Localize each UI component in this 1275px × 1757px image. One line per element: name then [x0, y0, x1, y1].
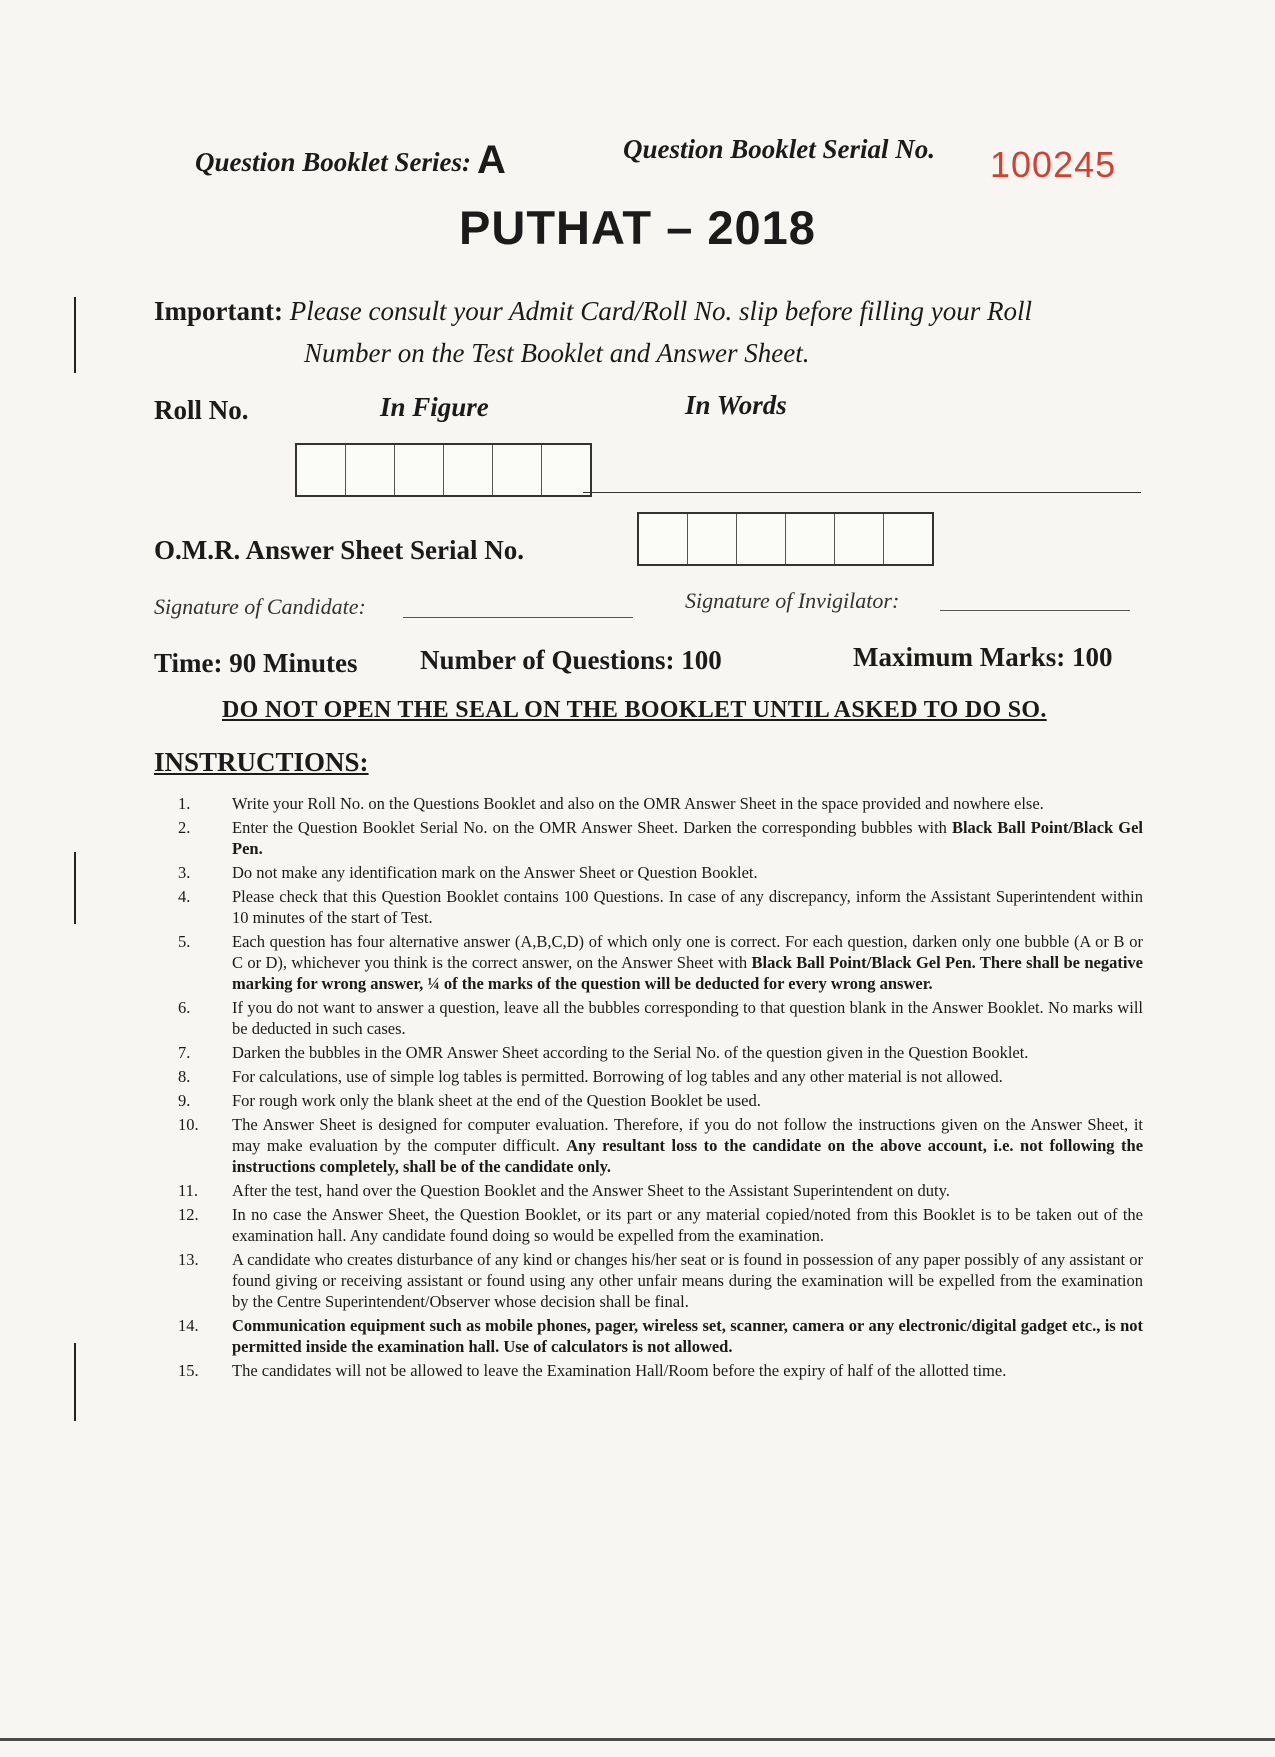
omr-digit-box[interactable]: [835, 514, 884, 564]
instruction-item: 9. For rough work only the blank sheet at the end of the Question Booklet be used.: [178, 1091, 761, 1110]
instruction-item: 12. In no case the Answer Sheet, the Question Booklet, or its part or any material copied/noted from this Booklet is to be taken out of the examination hall. Any candidate found doing so would be expelled from the examination.: [178, 1205, 1143, 1245]
roll-digit-box[interactable]: [346, 445, 395, 495]
omr-digit-box[interactable]: [737, 514, 786, 564]
instruction-item: 2. Enter the Question Booklet Serial No. on the OMR Answer Sheet. Darken the corresponding bubbles with Black Ball Point/Black Gel Pen.: [178, 818, 1143, 858]
maximum-marks: Maximum Marks: 100: [853, 642, 1113, 672]
candidate-signature-label: Signature of Candidate:: [154, 594, 366, 619]
instruction-item: 5. Each question has four alternative answer (A,B,C,D) of which only one is correct. For each question, darken only one bubble (A or B or C or D), whichever you think is the correct answer, on the Answer Sheet with Black Ball Point/Black Gel Pen. There shall be negative marking for wrong answer, ¼ of the marks of the question will be deducted for every wrong answer.: [178, 932, 1143, 993]
booklet-series: [195, 138, 506, 183]
instruction-item: 4. Please check that this Question Booklet contains 100 Questions. In case of any discrepancy, inform the Assistant Superintendent within 10 minutes of the start of Test.: [178, 887, 1143, 927]
instructions-list: [178, 793, 1143, 1384]
candidate-signature-field[interactable]: [403, 617, 633, 618]
margin-mark: [74, 297, 76, 373]
in-words-label: In Words: [685, 390, 787, 420]
instruction-item: 6. If you do not want to answer a question, leave all the bubbles corresponding to that question blank in the Answer Booklet. No marks will be deducted in such cases.: [178, 998, 1143, 1038]
roll-no-figure-boxes[interactable]: [295, 443, 592, 497]
instruction-item: 1. Write your Roll No. on the Questions Booklet and also on the OMR Answer Sheet in the space provided and nowhere else.: [178, 794, 1044, 813]
invigilator-signature-field[interactable]: [940, 610, 1130, 611]
roll-digit-box[interactable]: [395, 445, 444, 495]
roll-digit-box[interactable]: [542, 445, 590, 495]
invigilator-signature-label: Signature of Invigilator:: [685, 588, 900, 613]
omr-digit-box[interactable]: [639, 514, 688, 564]
instruction-item: 13. A candidate who creates disturbance of any kind or changes his/her seat or is found in possession of any paper possibly of any assistant or found giving or receiving assistant or found using any other unfair means during the examination will be expelled from the examination by the Centre Superintendent/Observer whose decision shall be final.: [178, 1250, 1143, 1311]
seal-warning: DO NOT OPEN THE SEAL ON THE BOOKLET UNTIL ASKED TO DO SO.: [222, 697, 1047, 723]
omr-serial-label: O.M.R. Answer Sheet Serial No.: [154, 535, 524, 565]
page-title: PUTHAT – 2018: [459, 201, 816, 254]
important-label: Important:: [154, 296, 283, 326]
instruction-item: 14. Communication equipment such as mobile phones, pager, wireless set, scanner, camera or any electronic/digital gadget etc., is not permitted inside the examination hall. Use of calculators is not allowed.: [178, 1316, 1143, 1356]
roll-no-words-field[interactable]: [583, 492, 1141, 493]
omr-digit-box[interactable]: [786, 514, 835, 564]
omr-digit-box[interactable]: [688, 514, 737, 564]
booklet-serial-label: Question Booklet Serial No.: [623, 134, 936, 164]
booklet-series-label: Question Booklet Series:: [195, 147, 472, 177]
roll-digit-box[interactable]: [493, 445, 542, 495]
omr-digit-box[interactable]: [884, 514, 932, 564]
time-allowed: Time: 90 Minutes: [154, 648, 358, 678]
number-of-questions: Number of Questions: 100: [420, 645, 722, 675]
roll-no-label: Roll No.: [154, 395, 249, 425]
booklet-series-value: A: [477, 138, 506, 182]
page-bottom-edge: [0, 1738, 1275, 1741]
important-note: [154, 290, 1032, 374]
instruction-item: 7. Darken the bubbles in the OMR Answer Sheet according to the Serial No. of the question given in the Question Booklet.: [178, 1043, 1029, 1062]
roll-digit-box[interactable]: [297, 445, 346, 495]
roll-digit-box[interactable]: [444, 445, 493, 495]
in-figure-label: In Figure: [380, 392, 489, 422]
instruction-item: 15. The candidates will not be allowed to leave the Examination Hall/Room before the expiry of half of the allotted time.: [178, 1361, 1007, 1380]
omr-serial-boxes[interactable]: [637, 512, 934, 566]
instruction-item: 3. Do not make any identification mark on the Answer Sheet or Question Booklet.: [178, 863, 758, 882]
margin-mark: [74, 1343, 76, 1421]
important-line-2: Number on the Test Booklet and Answer Sheet.: [304, 338, 810, 368]
instructions-heading: INSTRUCTIONS:: [154, 747, 369, 777]
booklet-serial-number: 100245: [990, 144, 1117, 185]
instruction-item: 8. For calculations, use of simple log tables is permitted. Borrowing of log tables and any other material is not allowed.: [178, 1067, 1003, 1086]
instruction-item: 10. The Answer Sheet is designed for computer evaluation. Therefore, if you do not follow the instructions given on the Answer Sheet, it may make evaluation by the computer difficult. Any resultant loss to the candidate on the above account, i.e. not following the instructions completely, shall be of the candidate only.: [178, 1115, 1144, 1176]
margin-mark: [74, 852, 76, 924]
instruction-item: 11. After the test, hand over the Question Booklet and the Answer Sheet to the Assistant Superintendent on duty.: [178, 1181, 950, 1200]
important-line-1: Please consult your Admit Card/Roll No. slip before filling your Roll: [289, 296, 1032, 326]
